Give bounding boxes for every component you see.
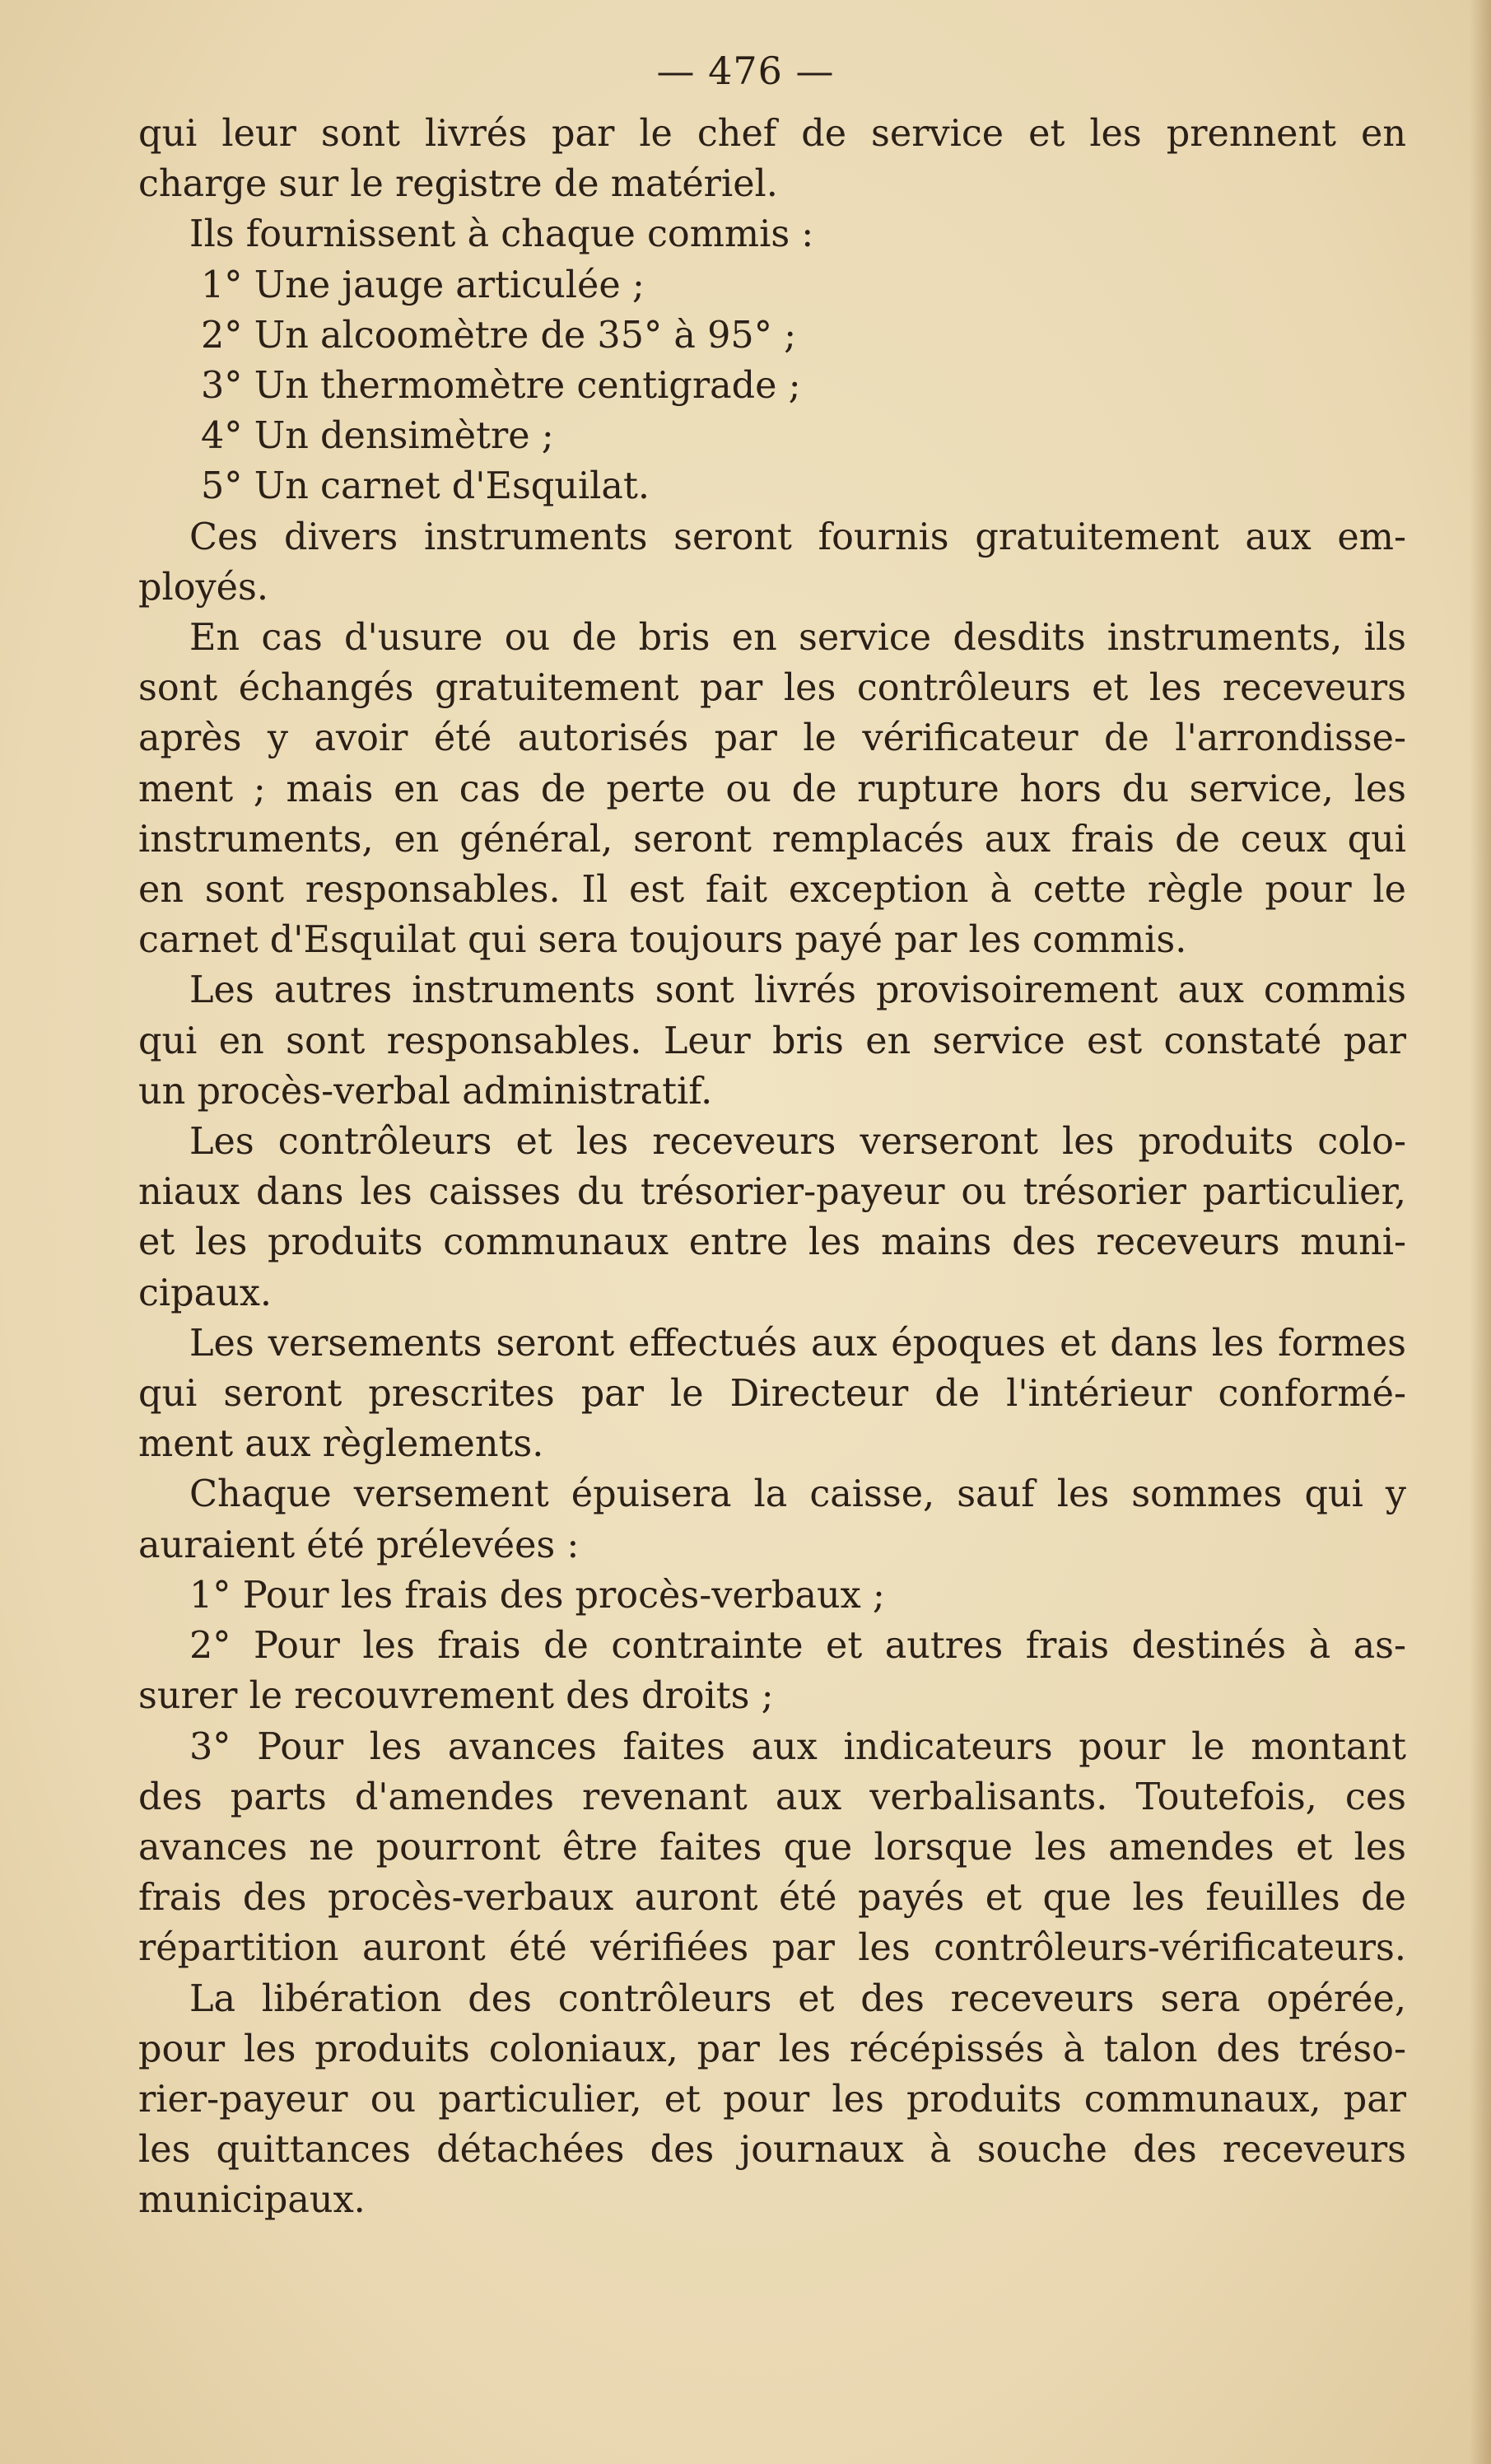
text-line: 2° Un alcoomètre de 35° à 95° ; [201,314,797,357]
text-line: qui seront prescrites par le Directeur de l'intérieur conformé- [138,1373,1406,1416]
page-edge-shadow [1470,0,1491,2464]
text-line: Les autres instruments sont livrés provisoirement aux commis [189,969,1406,1012]
text-line: qui leur sont livrés par le chef de service et les prennent en [138,113,1406,155]
text-line: charge sur le registre de matériel. [138,163,778,206]
text-line: avances ne pourront être faites que lorsque les amendes et les [138,1826,1406,1869]
text-line: 2° Pour les frais de contrainte et autres frais destinés à as- [189,1625,1406,1668]
text-line: Ils fournissent à chaque commis : [189,213,814,256]
text-line: niaux dans les caisses du trésorier-payeur ou trésorier particulier, [138,1171,1406,1214]
page-number: — 476 — [656,49,835,93]
text-line: Chaque versement épuisera la caisse, sauf les sommes qui y [189,1473,1406,1516]
text-line: La libération des contrôleurs et des receveurs sera opérée, [189,1977,1406,2020]
text-line: En cas d'usure ou de bris en service desdits instruments, ils [189,617,1406,660]
text-line: sont échangés gratuitement par les contrôleurs et les receveurs [138,667,1406,710]
text-line: en sont responsables. Il est fait exception à cette règle pour le [138,869,1406,912]
text-line: carnet d'Esquilat qui sera toujours payé par les commis. [138,919,1187,962]
text-line: instruments, en général, seront remplacés aux frais de ceux qui [138,818,1406,861]
text-line: Ces divers instruments seront fournis gratuitement aux em- [189,516,1406,558]
text-line: pour les produits coloniaux, par les récépissés à talon des tréso- [138,2028,1406,2070]
text-line: frais des procès-verbaux auront été payés et que les feuilles de [138,1877,1406,1920]
text-line: 1° Pour les frais des procès-verbaux ; [189,1574,885,1617]
text-line: qui en sont responsables. Leur bris en service est constaté par [138,1020,1406,1062]
text-line: ment ; mais en cas de perte ou de rupture hors du service, les [138,768,1406,810]
text-line: 1° Une jauge articulée ; [201,264,645,306]
text-line: 5° Un carnet d'Esquilat. [201,465,650,508]
text-line: 4° Un densimètre ; [201,415,554,458]
text-line: ment aux règlements. [138,1423,544,1466]
text-line: ployés. [138,566,268,609]
text-line: après y avoir été autorisés par le vérificateur de l'arrondisse- [138,717,1406,760]
text-line: répartition auront été vérifiées par les contrôleurs-vérificateurs. [138,1927,1406,1970]
text-line: 3° Pour les avances faites aux indicateurs pour le montant [189,1725,1406,1768]
text-line: les quittances détachées des journaux à souche des receveurs [138,2129,1406,2172]
text-line: un procès-verbal administratif. [138,1070,713,1113]
text-line: 3° Un thermomètre centigrade ; [201,365,801,408]
text-line: des parts d'amendes revenant aux verbalisants. Toutefois, ces [138,1776,1406,1818]
text-line: cipaux. [138,1272,273,1314]
text-line: Les versements seront effectués aux époques et dans les formes [189,1322,1406,1365]
text-line: et les produits communaux entre les mains des receveurs muni- [138,1221,1406,1264]
text-line: auraient été prélevées : [138,1524,580,1566]
text-line: Les contrôleurs et les receveurs verseront les produits colo- [189,1121,1406,1164]
body-text [138,109,1406,2226]
text-line: municipaux. [138,2179,366,2222]
text-line: rier-payeur ou particulier, et pour les produits communaux, par [138,2078,1406,2121]
text-line: surer le recouvrement des droits ; [138,1675,774,1718]
